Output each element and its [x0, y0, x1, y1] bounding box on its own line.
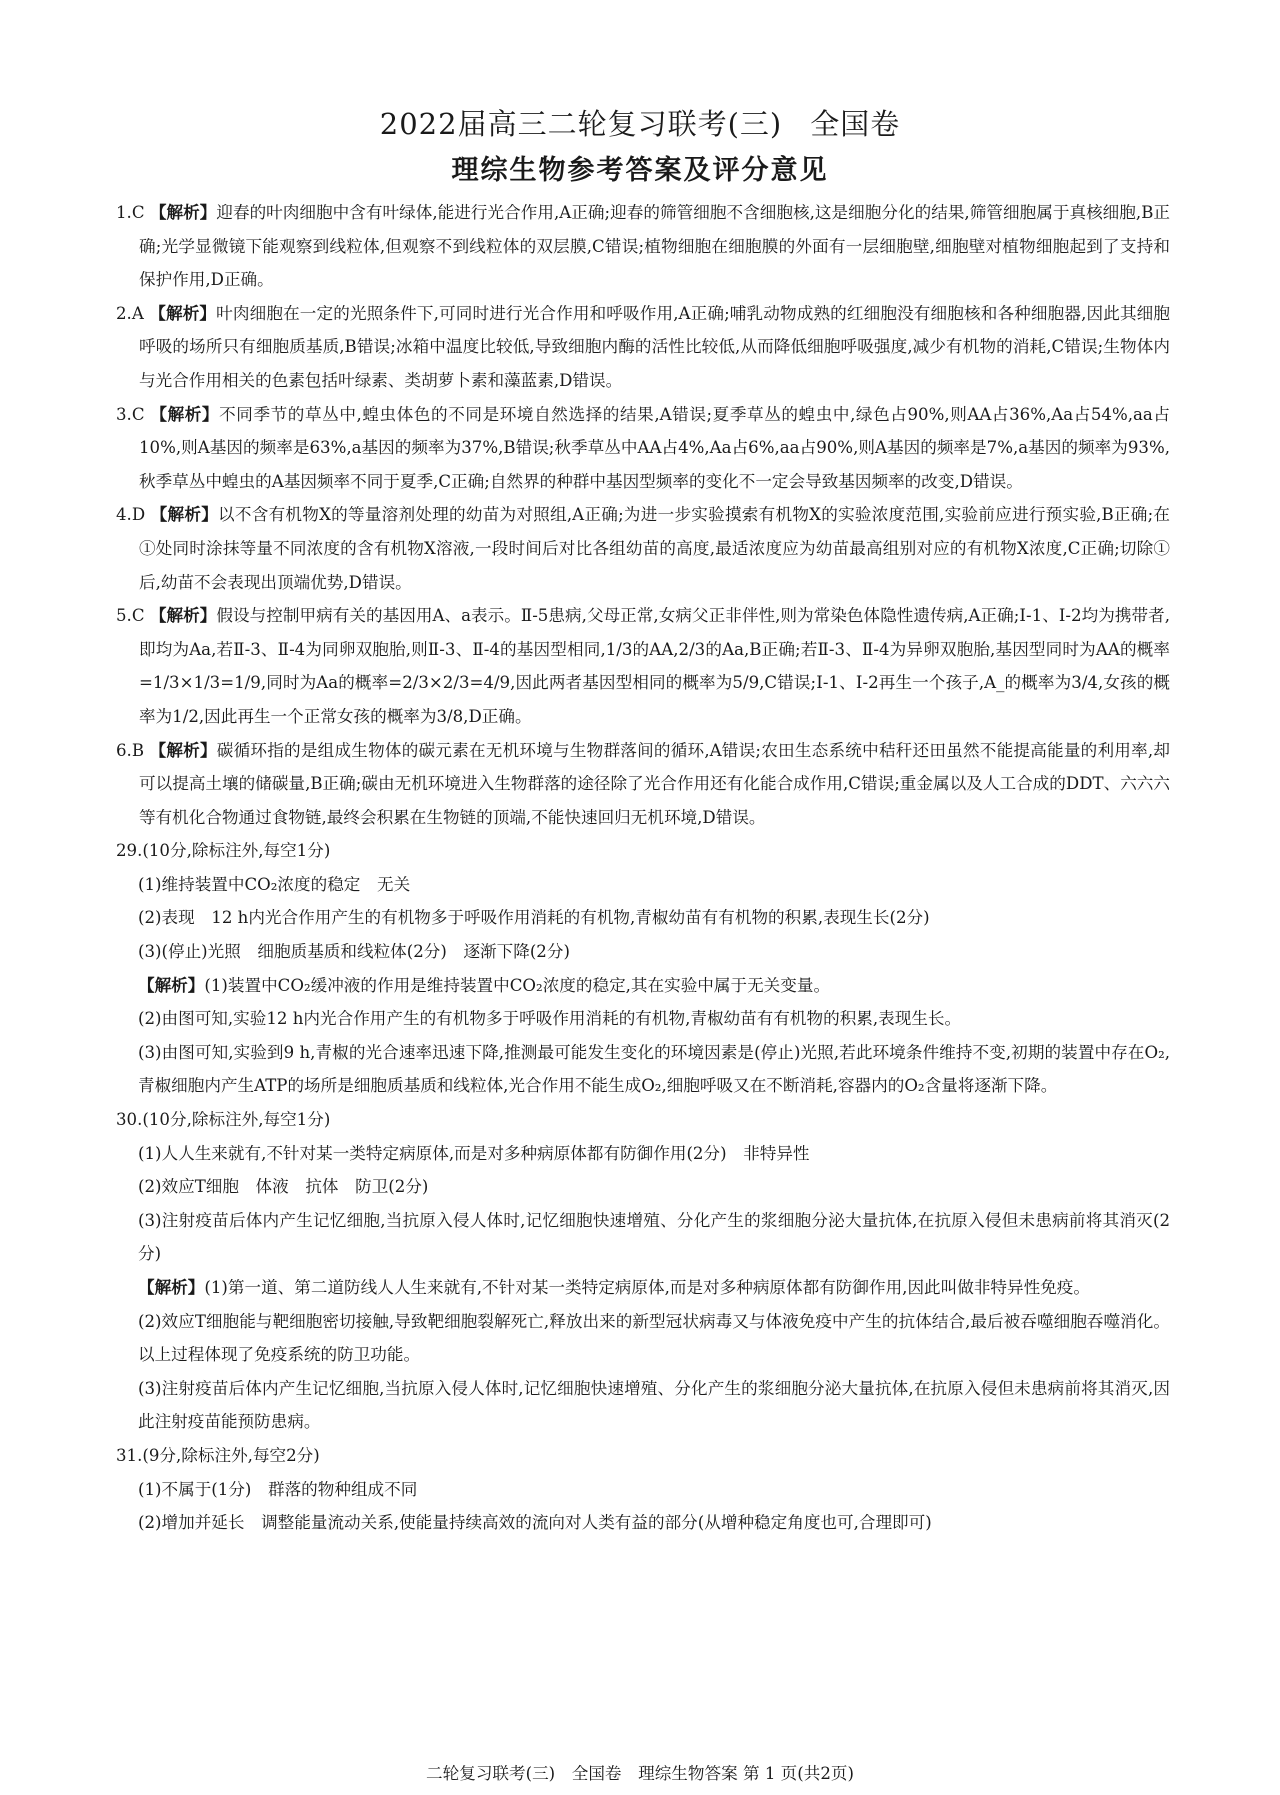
answer-line: [116, 868, 1170, 902]
answer-text: (2)效应T细胞 体液 抗体 防卫(2分): [138, 1177, 429, 1197]
answer-number: 2.A: [116, 303, 150, 323]
exam-type: 全国卷: [810, 107, 901, 141]
answer-text: (2)增加并延长 调整能量流动关系,使能量持续高效的流向对人类有益的部分(从增种稳定角度也可,合理即可): [138, 1513, 932, 1533]
analysis-tag: 【解析】: [138, 974, 205, 995]
answer-text: (3)由图可知,实验到9 h,青椒的光合速率迅速下降,推测最可能发生变化的环境因素是(停止)光照,若此环境条件维持不变,初期的装置中存在O₂,青椒细胞内产生ATP的场所是细胞质基质和线粒体,光合作用不能生成O₂,细胞呼吸又在不断消耗,容器内的O₂含量将逐渐下降。: [138, 1042, 1170, 1096]
answer-text: (1)装置中CO₂缓冲液的作用是维持装置中CO₂浓度的稳定,其在实验中属于无关变量。: [204, 975, 831, 995]
answer-text: (3)(停止)光照 细胞质基质和线粒体(2分) 逐渐下降(2分): [138, 942, 570, 962]
answer-content: [116, 196, 1170, 1540]
choice-answer: [116, 398, 1170, 499]
answer-text: (3)注射疫苗后体内产生记忆细胞,当抗原入侵人体时,记忆细胞快速增殖、分化产生的浆细胞分泌大量抗体,在抗原入侵但未患病前将其消灭(2分): [138, 1210, 1170, 1264]
analysis-tag: 【解析】: [149, 202, 217, 222]
answer-line: [116, 1204, 1170, 1271]
choice-answer: [116, 734, 1170, 835]
answer-line: [116, 1036, 1170, 1103]
analysis-tag: 【解析】: [149, 739, 217, 760]
answer-text: 碳循环指的是组成生物体的碳元素在无机环境与生物群落间的循环,A错误;农田生态系统中秸秆还田虽然不能提高能量的利用率,却可以提高土壤的储碳量,B正确;碳由无机环境进入生物群落的途径除了光合作用还有化能合成作用,C错误;重金属以及人工合成的DDT、六六六等有机化合物通过食物链,最终会积累在生物链的顶端,不能快速回归无机环境,D错误。: [139, 740, 1170, 827]
choice-answer: [116, 498, 1170, 599]
analysis-tag: 【解析】: [150, 504, 219, 525]
analysis-tag: 【解析】: [149, 605, 217, 626]
answer-number: 6.B: [116, 740, 150, 760]
answer-text: 以不含有机物X的等量溶剂处理的幼苗为对照组,A正确;为进一步实验摸索有机物X的实验浓度范围,实验前应进行预实验,B正确;在①处同时涂抹等量不同浓度的含有机物X溶液,一段时间后对比各组幼苗的高度,最适浓度应为幼苗最高组别对应的有机物X浓度,C正确;切除①后,幼苗不会表现出顶端优势,D错误。: [139, 505, 1171, 592]
page-footer: 二轮复习联考(三) 全国卷 理综生物答案 第 1 页(共2页): [426, 1764, 854, 1783]
answer-line: [116, 1372, 1170, 1439]
answer-line: [116, 969, 1170, 1003]
answer-text: 31.(9分,除标注外,每空2分): [116, 1445, 320, 1465]
answer-text: 迎春的叶肉细胞中含有叶绿体,能进行光合作用,A正确;迎春的筛管细胞不含细胞核,这是细胞分化的结果,筛管细胞属于真核细胞,B正确;光学显微镜下能观察到线粒体,但观察不到线粒体的双层膜,C错误;植物细胞在细胞膜的外面有一层细胞壁,细胞壁对植物细胞起到了支持和保护作用,D正确。: [139, 203, 1171, 290]
choice-answer: [116, 599, 1170, 733]
answer-text: 假设与控制甲病有关的基因用A、a表示。Ⅱ-5患病,父母正常,女病父正非伴性,则为常染色体隐性遗传病,A正确;Ⅰ-1、Ⅰ-2均为携带者,即均为Aa,若Ⅱ-3、Ⅱ-4为同卵双胞胎,则Ⅱ-3、Ⅱ-4的基因型相同,1/3的AA,2/3的Aa,B正确;若Ⅱ-3、Ⅱ-4为异卵双胞胎,基因型同时为AA的概率=1/3×1/3=1/9,同时为Aa的概率=2/3×2/3=4/9,因此两者基因型相同的概率为5/9,C错误;Ⅰ-1、Ⅰ-2再生一个孩子,A_的概率为3/4,女孩的概率为1/2,因此再生一个正常女孩的概率为3/8,D正确。: [139, 606, 1171, 726]
answer-line: [116, 901, 1170, 935]
answer-number: 1.C: [116, 203, 150, 222]
answer-number: 3.C: [116, 404, 151, 424]
page-title: [0, 102, 1280, 143]
choice-answer: [116, 196, 1170, 297]
answer-text: (2)效应T细胞能与靶细胞密切接触,导致靶细胞裂解死亡,释放出来的新型冠状病毒又与体液免疫中产生的抗体结合,最后被吞噬细胞吞噬消化。以上过程体现了免疫系统的防卫功能。: [138, 1311, 1170, 1365]
question-header: [116, 1439, 1170, 1473]
answer-text: 30.(10分,除标注外,每空1分): [116, 1110, 331, 1130]
answer-line: [116, 1170, 1170, 1204]
answer-line: [116, 1002, 1170, 1036]
answer-text: (1)人人生来就有,不针对某一类特定病原体,而是对多种病原体都有防御作用(2分) 非特异性: [138, 1143, 810, 1163]
answer-text: 叶肉细胞在一定的光照条件下,可同时进行光合作用和呼吸作用,A正确;哺乳动物成熟的红细胞没有细胞核和各种细胞器,因此其细胞呼吸的场所只有细胞质基质,B错误;冰箱中温度比较低,导致细胞内酶的活性比较低,从而降低细胞呼吸强度,减少有机物的消耗,C错误;生物体内与光合作用相关的色素包括叶绿素、类胡萝卜素和藻蓝素,D错误。: [139, 303, 1171, 390]
answer-text: 不同季节的草丛中,蝗虫体色的不同是环境自然选择的结果,A错误;夏季草丛的蝗虫中,绿色占90%,则AA占36%,Aa占54%,aa占10%,则A基因的频率是63%,a基因的频率为37%,B错误;秋季草丛中AA占4%,Aa占6%,aa占90%,则A基因的频率是7%,a基因的频率为93%,秋季草丛中蝗虫的A基因频率不同于夏季,C正确;自然界的种群中基因型频率的变化不一定会导致基因频率的改变,D错误。: [139, 404, 1170, 491]
answer-text: (2)由图可知,实验12 h内光合作用产生的有机物多于呼吸作用消耗的有机物,青椒幼苗有有机物的积累,表现生长。: [138, 1009, 962, 1029]
question-header: [116, 834, 1170, 868]
answer-number: 4.D: [116, 505, 151, 525]
answer-number: 5.C: [116, 606, 150, 626]
answer-line: [116, 1271, 1170, 1305]
answer-text: (1)维持装置中CO₂浓度的稳定 无关: [138, 874, 411, 894]
answer-line: [116, 1305, 1170, 1372]
title-text: 2022届高三二轮复习联考(三): [379, 107, 783, 141]
answer-text: (1)第一道、第二道防线人人生来就有,不针对某一类特定病原体,而是对多种病原体都有防御作用,因此叫做非特异性免疫。: [204, 1278, 1090, 1297]
answer-text: (1)不属于(1分) 群落的物种组成不同: [138, 1479, 418, 1499]
answer-text: (2)表现 12 h内光合作用产生的有机物多于呼吸作用消耗的有机物,青椒幼苗有有机物的积累,表现生长(2分): [138, 908, 930, 928]
answer-line: [116, 1506, 1170, 1540]
analysis-tag: 【解析】: [150, 403, 220, 424]
answer-text: 29.(10分,除标注外,每空1分): [116, 841, 331, 861]
answer-text: (3)注射疫苗后体内产生记忆细胞,当抗原入侵人体时,记忆细胞快速增殖、分化产生的浆细胞分泌大量抗体,在抗原入侵但未患病前将其消灭,因此注射疫苗能预防患病。: [138, 1378, 1170, 1432]
analysis-tag: 【解析】: [149, 302, 217, 323]
answer-line: [116, 935, 1170, 969]
analysis-tag: 【解析】: [138, 1277, 205, 1297]
question-header: [116, 1103, 1170, 1137]
answer-line: [116, 1473, 1170, 1507]
choice-answer: [116, 297, 1170, 398]
page-subtitle: 理综生物参考答案及评分意见: [451, 155, 829, 186]
answer-line: [116, 1137, 1170, 1171]
